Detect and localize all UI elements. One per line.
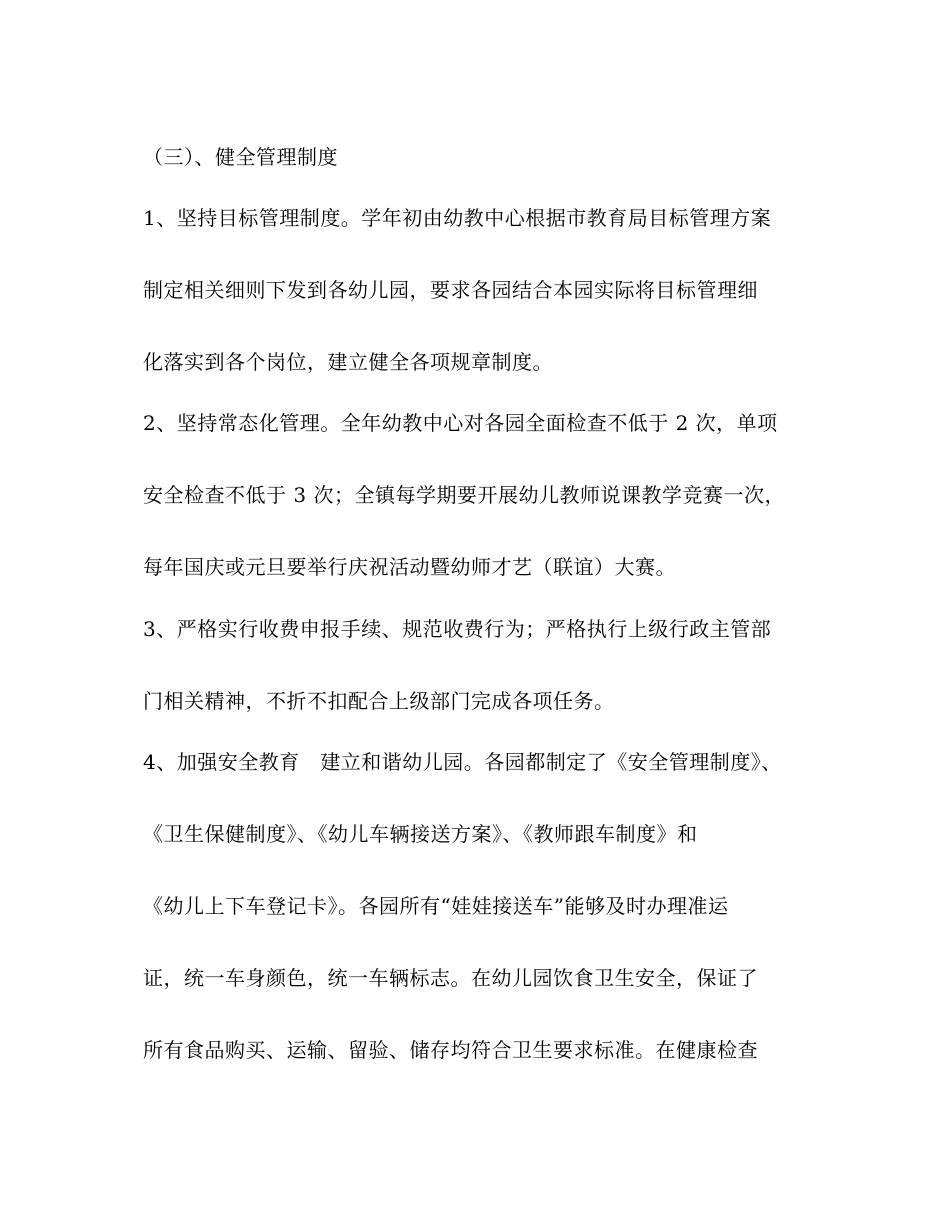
- paragraph-line: 所有食品购买、运输、留验、储存均符合卫生要求标准。在健康检查: [143, 1038, 758, 1062]
- paragraph-line: 制定相关细则下发到各幼儿园，要求各园结合本园实际将目标管理细: [143, 278, 758, 302]
- paragraph-line: 化落实到各个岗位，建立健全各项规章制度。: [143, 350, 553, 374]
- paragraph-line: 4、加强安全教育 建立和谐幼儿园。各园都制定了《安全管理制度》、: [143, 750, 782, 774]
- paragraph-line: 3、严格实行收费申报手续、规范收费行为；严格执行上级行政主管部: [143, 617, 772, 641]
- paragraph-line: 每年国庆或元旦要举行庆祝活动暨幼师才艺（联谊）大赛。: [143, 555, 676, 579]
- paragraph-line: 门相关精神，不折不扣配合上级部门完成各项任务。: [143, 689, 615, 713]
- paragraph-line: 《卫生保健制度》、《幼儿车辆接送方案》、《教师跟车制度》和: [143, 822, 698, 846]
- paragraph-line: 1、坚持目标管理制度。学年初由幼教中心根据市教育局目标管理方案: [143, 206, 772, 230]
- paragraph-line: 安全检查不低于 3 次；全镇每学期要开展幼儿教师说课教学竞赛一次，: [143, 483, 785, 507]
- paragraph-line: 证，统一车身颜色，统一车辆标志。在幼儿园饮食卫生安全，保证了: [143, 966, 758, 990]
- paragraph-line: 《幼儿上下车登记卡》。各园所有“娃娃接送车”能够及时办理准运: [143, 894, 729, 918]
- section-heading: （三）、健全管理制度: [143, 145, 338, 169]
- paragraph-line: 2、坚持常态化管理。全年幼教中心对各园全面检查不低于 2 次，单项: [143, 411, 778, 435]
